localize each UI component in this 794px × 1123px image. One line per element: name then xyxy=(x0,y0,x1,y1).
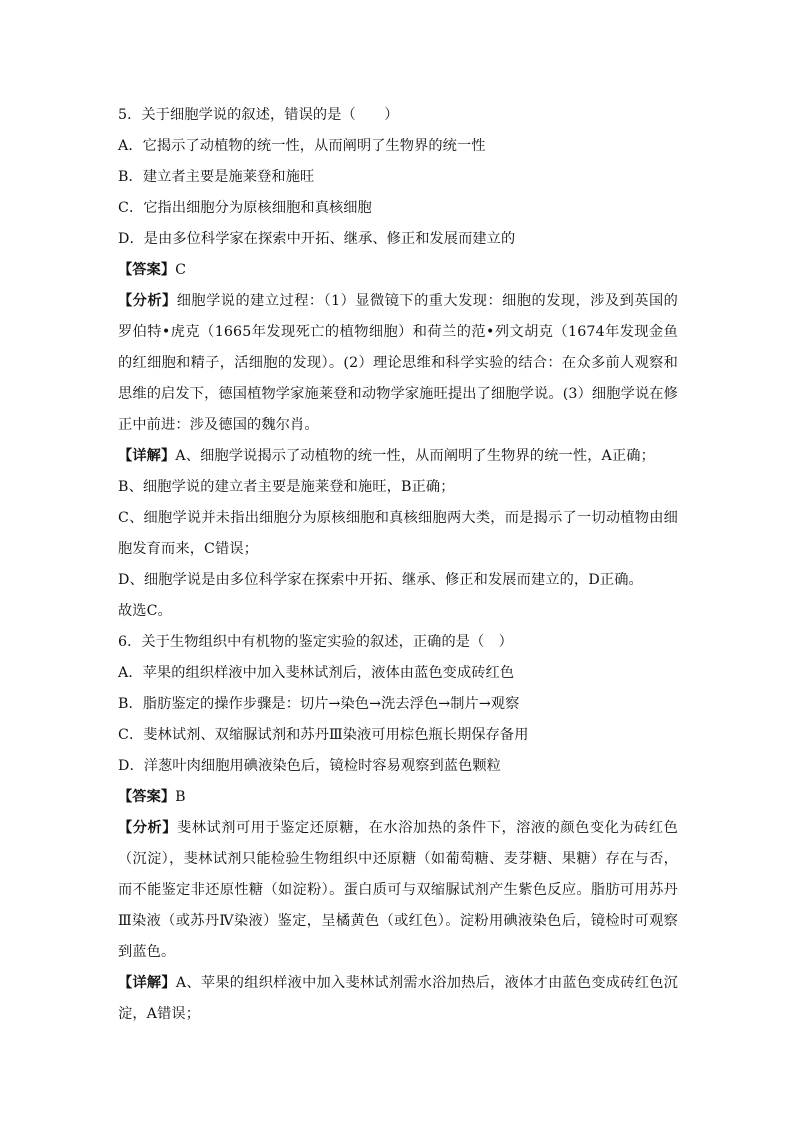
question-6-analysis xyxy=(118,813,678,968)
question-5-analysis xyxy=(118,286,678,441)
question-6-answer xyxy=(118,782,678,813)
answer-value: B xyxy=(175,789,186,805)
question-5-conclusion: 故选C。 xyxy=(118,603,172,619)
analysis-tag: 【分析】 xyxy=(118,293,177,309)
question-5-detail-d: D、细胞学说是由多位科学家在探索中开拓、继承、修正和发展而建立的，D正确。 xyxy=(118,572,643,588)
answer-tag: 【答案】 xyxy=(118,789,176,805)
analysis-text: 斐林试剂可用于鉴定还原糖，在水浴加热的条件下，溶液的颜色变化为砖红色（沉淀），斐林试剂只能检验生物组织中还原糖（如葡萄糖、麦芽糖、果糖）存在与否，而不能鉴定非还原性糖（如淀粉）。蛋白质可与双缩脲试剂产生紫色反应。脂肪可用苏丹Ⅲ染液（或苏丹Ⅳ染液）鉴定，呈橘黄色（或红色）。淀粉用碘液染色后，镜检时可观察到蓝色。 xyxy=(118,820,678,960)
question-6-stem: 6．关于生物组织中有机物的鉴定实验的叙述，正确的是（ ） xyxy=(118,634,513,650)
question-5-answer xyxy=(118,255,678,286)
analysis-tag: 【分析】 xyxy=(118,820,177,836)
answer-tag: 【答案】 xyxy=(118,262,176,278)
question-5-option-d: D．是由多位科学家在探索中开拓、继承、修正和发展而建立的 xyxy=(118,231,516,247)
detail-text: A、细胞学说揭示了动植物的统一性，从而阐明了生物界的统一性，A正确； xyxy=(175,448,655,464)
detail-tag: 【详解】 xyxy=(118,448,176,464)
analysis-text: 细胞学说的建立过程：（1）显微镜下的重大发现：细胞的发现，涉及到英国的罗伯特•虎克（1665年发现死亡的植物细胞）和荷兰的范•列文胡克（1674年发现金鱼的红细胞和精子，活细胞的发现）。(2）理论思维和科学实验的结合：在众多前人观察和思维的启发下，德国植物学家施莱登和动物学家施旺提出了细胞学说。(3）细胞学说在修正中前进：涉及德国的魏尔肖。 xyxy=(118,293,678,433)
detail-tag: 【详解】 xyxy=(118,975,176,991)
question-6-option-d: D．洋葱叶肉细胞用碘液染色后，镜检时容易观察到蓝色颗粒 xyxy=(118,758,501,774)
question-6-option-b: B．脂肪鉴定的操作步骤是：切片→染色→洗去浮色→制片→观察 xyxy=(118,696,520,712)
question-6-option-a: A．苹果的组织样液中加入斐林试剂后，液体由蓝色变成砖红色 xyxy=(118,665,515,681)
question-5-stem: 5．关于细胞学说的叙述，错误的是（ ） xyxy=(118,107,399,123)
question-6-option-c: C．斐林试剂、双缩脲试剂和苏丹Ⅲ染液可用棕色瓶长期保存备用 xyxy=(118,727,529,743)
question-5-detail-b: B、细胞学说的建立者主要是施莱登和施旺，B正确； xyxy=(118,479,455,495)
question-5-option-c: C．它指出细胞分为原核细胞和真核细胞 xyxy=(118,200,372,216)
question-5-detail-a xyxy=(118,441,678,472)
question-5-detail-c: C、细胞学说并未指出细胞分为原核细胞和真核细胞两大类，而是揭示了一切动植物由细胞发育而来，C错误； xyxy=(118,510,678,557)
document-content xyxy=(118,100,678,1030)
question-5-option-a: A．它揭示了动植物的统一性，从而阐明了生物界的统一性 xyxy=(118,138,486,154)
question-5-option-b: B．建立者主要是施莱登和施旺 xyxy=(118,169,315,185)
detail-text: A、苹果的组织样液中加入斐林试剂需水浴加热后，液体才由蓝色变成砖红色沉淀，A错误； xyxy=(118,975,678,1022)
answer-value: C xyxy=(175,262,187,278)
question-6-detail-a xyxy=(118,968,678,1030)
